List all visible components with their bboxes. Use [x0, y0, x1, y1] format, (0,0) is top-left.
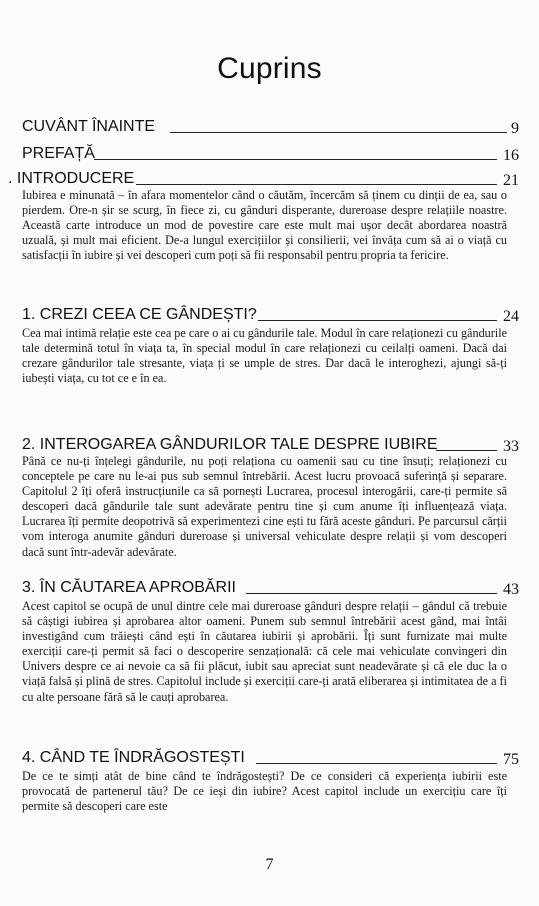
- toc-entry-heading: [0, 164, 539, 190]
- leader-line: [94, 159, 497, 160]
- toc-entry-label: CUVÂNT ÎNAINTE: [22, 118, 156, 135]
- toc-entry-heading: [0, 573, 539, 599]
- toc-entry-label: 3. ÎN CĂUTAREA APROBĂRII: [22, 579, 236, 596]
- toc-entry-label: 2. INTEROGAREA GÂNDURILOR TALE DESPRE IUBIRE: [22, 436, 438, 453]
- leader-line: [170, 132, 507, 133]
- toc-entry-chapter-2: [0, 430, 539, 559]
- toc-entry-label: . INTRODUCERE: [8, 170, 135, 187]
- toc-entry-page: 33: [503, 438, 519, 455]
- toc-entry-page: 9: [511, 120, 519, 137]
- toc-entry-label: PREFAȚĂ: [22, 145, 95, 162]
- toc-entry-chapter-1: [0, 300, 539, 386]
- leader-line: [436, 450, 497, 451]
- toc-entry-cuvant-inainte: [0, 112, 539, 138]
- toc-entry-page: 43: [503, 581, 519, 598]
- toc-entry-heading: [0, 430, 539, 456]
- toc-entry-chapter-4: [0, 743, 539, 814]
- toc-entry-page: 16: [503, 147, 519, 164]
- leader-line: [256, 763, 497, 764]
- toc-entry-description: Cea mai intimă relație este cea pe care o ai cu gândurile tale. Modul în care relaționezi cu gândurile tale determină totul în viața ta, în special modul în care relaționezi cu ceilalți oameni. Dacă dai crezare gândurilor tale stresante, viața ți se umple de stres. Dar dacă le interoghezi, ajungi să-ți iubești viața, cu tot ce e în ea.: [22, 326, 507, 386]
- toc-entry-chapter-3: [0, 573, 539, 704]
- toc-entry-heading: [0, 112, 539, 138]
- toc-entry-page: 24: [503, 308, 519, 325]
- page-number: 7: [265, 856, 274, 873]
- toc-entry-page: 21: [503, 172, 519, 189]
- toc-entry-description: Până ce nu-ți înțelegi gândurile, nu poți relaționa cu oamenii sau cu tine însuți; relaționezi cu conceptele pe care nu le-ai pus sub semnul întrebării. Acest lucru provoacă suferință și separare. Capitolul 2 îți oferă instrucțiunile ca să pornești Lucrarea, procesul interogării, care-ți permite să descoperi dacă gândurile tale sunt adevărate pentru tine și cum anume îți influențează viața. Lucrarea îți permite deopotrivă să experimentezi cine ești tu fără aceste gânduri. Pe parcursul cărții vom interoga anumite gânduri dureroase și universal vehiculate despre relații și vom descoperi dacă sunt într-adevăr adevărate.: [22, 454, 507, 559]
- leader-line: [246, 593, 497, 594]
- toc-entry-introducere: [0, 164, 539, 263]
- toc-entry-description: Acest capitol se ocupă de unul dintre cele mai dureroase gânduri despre relații – gândul că trebuie să câștigi iubirea și aprobarea altor oameni. Punem sub semnul întrebării acest gând, mai întâi investigând cum trăiești când ești în căutarea iubirii și aprobării. Îți sunt furnizate mai multe exerciții care-ți permit să faci o descoperire senzațională: că cele mai vehiculate convingeri din Univers despre ce ai nevoie ca să fii plăcut, iubit sau apreciat sunt neadevărate și că ele duc la o viață falsă și plină de stres. Capitolul include și exerciții care-ți arată eliberarea și intimitatea de a fi cu alte persoane fără să le cauți aprobarea.: [22, 599, 507, 704]
- toc-entry-description: De ce te simți atât de bine când te îndrăgostești? De ce consideri că experiența iubirii este provocată de partenerul tău? De ce ieși din iubire? Acest capitol include un exercițiu care îți permite să descoperi care este: [22, 769, 507, 814]
- toc-entry-heading: [0, 743, 539, 769]
- page-title: Cuprins: [217, 52, 322, 85]
- toc-entry-heading: [0, 300, 539, 326]
- toc-entry-label: 4. CÂND TE ÎNDRĂGOSTEȘTI: [22, 749, 245, 766]
- leader-line: [258, 320, 497, 321]
- toc-entry-description: Iubirea e minunată – în afara momentelor când o căutăm, încercăm să ținem cu dinții de ea, sau o pierdem. Ore-n șir se scurg, în fiece zi, cu gânduri disperante, dureroase despre relațiile noastre. Această carte introduce un mod de povestire care este mult mai ușor decât abordarea noastră uzuală, și mult mai eficient. De-a lungul exercițiilor și consilierii, vei învăța cum să ai o viață cu satisfacții în iubire și vei descoperi cum poți să fii responsabil pentru propria ta fericire.: [22, 188, 507, 263]
- leader-line: [136, 184, 497, 185]
- toc-entry-prefata: [0, 139, 539, 165]
- toc-entry-heading: [0, 139, 539, 165]
- toc-entry-label: 1. CREZI CEEA CE GÂNDEȘTI?: [22, 306, 257, 323]
- toc-entry-page: 75: [503, 751, 519, 768]
